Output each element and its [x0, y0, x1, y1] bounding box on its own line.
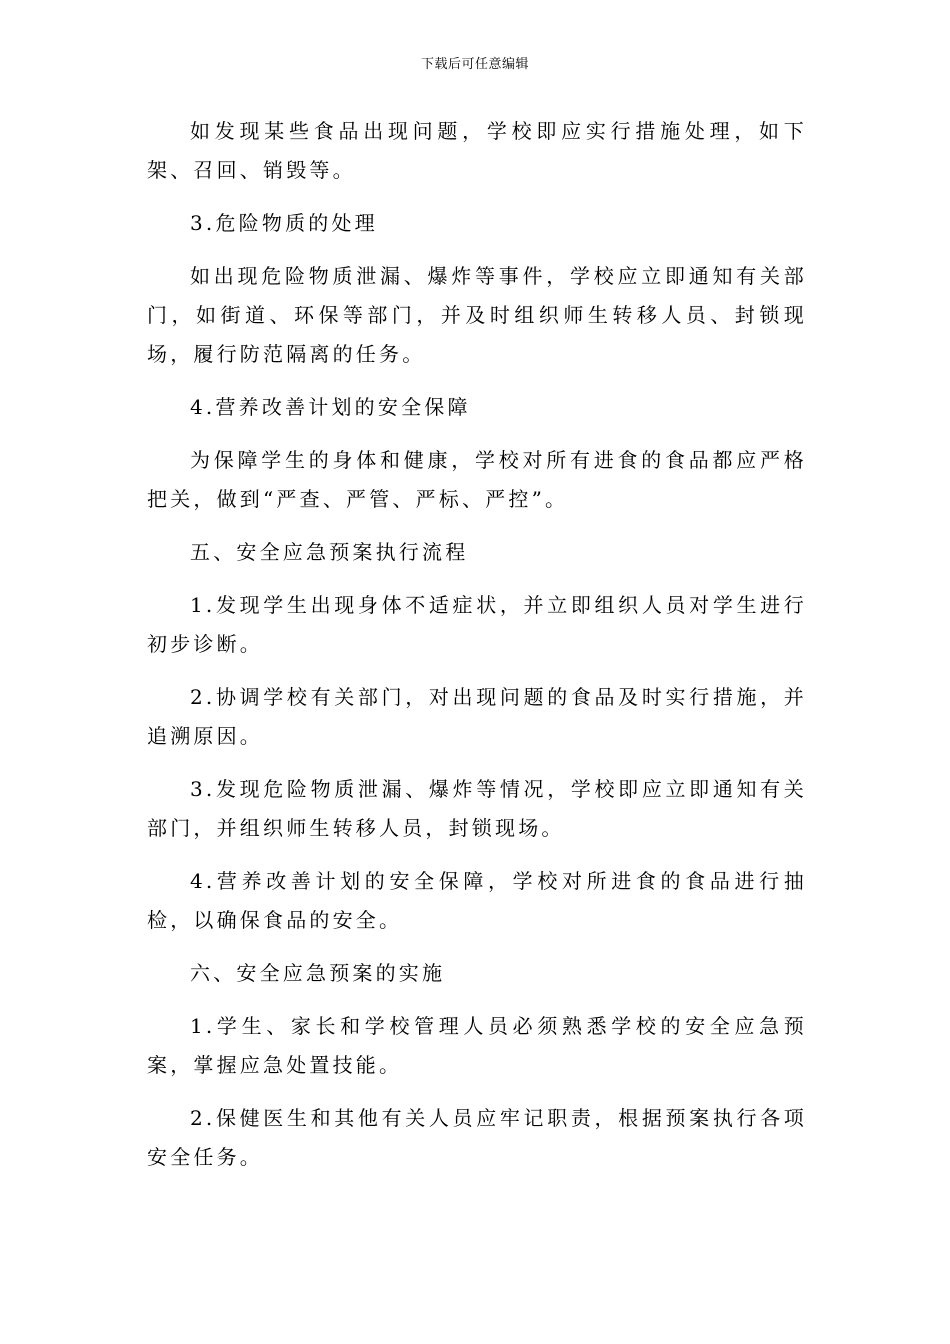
paragraph: 1.学生、家长和学校管理人员必须熟悉学校的安全应急预案，掌握应急处置技能。: [147, 1014, 807, 1077]
paragraph: 2.协调学校有关部门，对出现问题的食品及时实行措施，并追溯原因。: [147, 685, 807, 748]
section-heading: 4.营养改善计划的安全保障: [190, 395, 471, 419]
document-body: [147, 112, 807, 1191]
section-heading: 五、安全应急预案执行流程: [190, 540, 469, 564]
section-heading: 3.危险物质的处理: [190, 211, 378, 235]
paragraph: 如出现危险物质泄漏、爆炸等事件，学校应立即通知有关部门，如街道、环保等部门，并及时组织师生转移人员、封锁现场，履行防范隔离的任务。: [147, 264, 807, 366]
paragraph: 2.保健医生和其他有关人员应牢记职责，根据预案执行各项安全任务。: [147, 1106, 807, 1169]
paragraph: 3.发现危险物质泄漏、爆炸等情况，学校即应立即通知有关部门，并组织师生转移人员，封锁现场。: [147, 777, 807, 840]
paragraph: 1.发现学生出现身体不适症状，并立即组织人员对学生进行初步诊断。: [147, 593, 807, 656]
section-heading: 六、安全应急预案的实施: [190, 961, 446, 985]
paragraph: 如发现某些食品出现问题，学校即应实行措施处理，如下架、召回、销毁等。: [147, 119, 807, 182]
paragraph: 4.营养改善计划的安全保障，学校对所进食的食品进行抽检，以确保食品的安全。: [147, 869, 807, 932]
page-header: 下载后可任意编辑: [420, 57, 529, 72]
paragraph: 为保障学生的身体和健康，学校对所有进食的食品都应严格把关，做到“严查、严管、严标、严控”。: [147, 448, 807, 511]
